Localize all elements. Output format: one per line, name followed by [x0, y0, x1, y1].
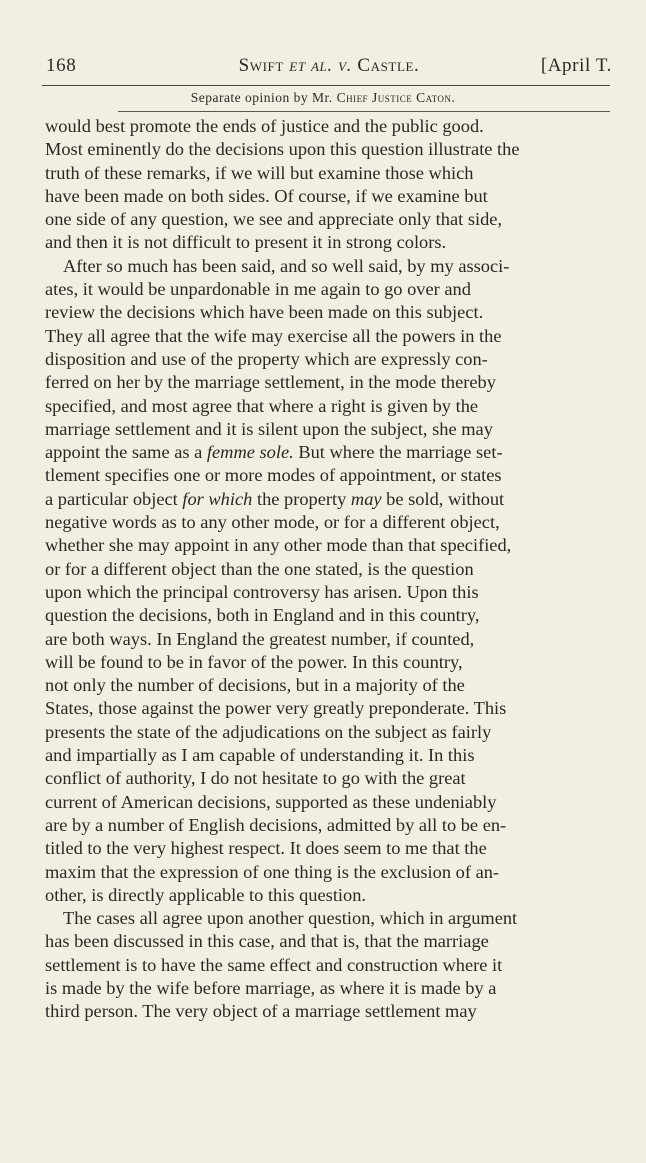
case-title-italic: et al. v.	[289, 55, 352, 76]
line-text: is made by the wife before marriage, as where it is made by a	[45, 977, 497, 998]
text-line	[45, 744, 612, 767]
text-line	[45, 861, 612, 884]
line-text: would best promote the ends of justice and the public good.	[45, 116, 484, 136]
line-text: has been discussed in this case, and that is, that the marriage	[45, 931, 489, 952]
subheading-rule	[118, 111, 610, 112]
line-text: current of American decisions, supported as these undeniably	[45, 791, 497, 812]
text-line	[45, 185, 612, 208]
text-line	[45, 791, 612, 814]
term-label: [April T.	[540, 55, 612, 76]
line-text: will be found to be in favor of the power. In this country,	[45, 651, 463, 672]
opinion-subheading	[0, 90, 646, 106]
text-line	[45, 907, 612, 930]
line-text: one side of any question, we see and appreciate only that side,	[45, 209, 503, 230]
text-line	[45, 534, 612, 557]
case-title-part: Swift	[238, 55, 290, 76]
text-line	[45, 837, 612, 860]
case-title-part: Castle.	[351, 55, 420, 76]
line-text: maxim that the expression of one thing is the exclusion of an-	[45, 861, 500, 882]
text-line	[45, 325, 612, 348]
subheading-name: Chief Justice Caton.	[336, 90, 456, 105]
text-line	[45, 954, 612, 977]
line-text: have been made on both sides. Of course, if we examine but	[45, 185, 488, 206]
line-text: titled to the very highest respect. It does seem to me that the	[45, 838, 487, 859]
line-text: and then it is not difficult to present it in strong colors.	[45, 232, 447, 253]
line-text: or for a different object than the one stated, is the question	[45, 558, 474, 579]
text-line	[45, 464, 612, 487]
line-text: other, is directly applicable to this question.	[45, 884, 367, 905]
text-line	[45, 162, 612, 185]
opinion-body	[45, 115, 612, 1024]
text-line	[45, 697, 612, 720]
line-text: conflict of authority, I do not hesitate to go with the great	[45, 768, 466, 789]
line-text: tlement specifies one or more modes of appointment, or states	[45, 465, 502, 486]
line-text: appoint the same as a	[45, 442, 207, 463]
line-text: settlement is to have the same effect and construction where it	[45, 954, 503, 975]
text-line	[45, 348, 612, 371]
text-line	[45, 628, 612, 651]
text-line	[45, 604, 612, 627]
text-line	[45, 814, 612, 837]
line-text: Most eminently do the decisions upon this question illustrate the	[45, 139, 520, 160]
line-text: negative words as to any other mode, or for a different object,	[45, 512, 500, 533]
text-line	[45, 231, 612, 254]
text-line	[45, 884, 612, 907]
line-text: review the decisions which have been made on this subject.	[45, 302, 484, 323]
line-text: and impartially as I am capable of understanding it. In this	[45, 745, 475, 766]
text-line	[45, 441, 612, 464]
text-line	[45, 721, 612, 744]
text-line	[45, 558, 612, 581]
text-line	[45, 581, 612, 604]
line-text: But where the marriage set-	[293, 442, 503, 463]
line-text: States, those against the power very greatly preponderate. This	[45, 698, 507, 719]
line-text: upon which the principal controversy has arisen. Upon this	[45, 581, 479, 602]
line-text: specified, and most agree that where a right is given by the	[45, 395, 479, 416]
line-text: After so much has been said, and so well said, by my associ-	[63, 255, 510, 276]
line-text: The cases all agree upon another question, which in argument	[63, 908, 518, 929]
line-text: not only the number of decisions, but in a majority of the	[45, 675, 465, 696]
line-text: are by a number of English decisions, admitted by all to be en-	[45, 814, 507, 835]
text-line	[45, 511, 612, 534]
line-text: a particular object	[45, 488, 183, 509]
page-number: 168	[46, 55, 77, 76]
line-text: be sold, without	[381, 488, 505, 509]
text-line	[45, 767, 612, 790]
subheading-prefix: Separate opinion by Mr.	[190, 90, 337, 105]
line-text: ates, it would be unpardonable in me again to go over and	[45, 279, 471, 300]
text-line	[45, 418, 612, 441]
line-text: They all agree that the wife may exercise all the powers in the	[45, 325, 502, 346]
line-text: ferred on her by the marriage settlement, in the mode thereby	[45, 372, 496, 393]
text-line	[45, 371, 612, 394]
italic-phrase: femme sole.	[206, 442, 294, 463]
text-line	[45, 115, 612, 138]
line-text: whether she may appoint in any other mode than that specified,	[45, 535, 512, 556]
line-text: are both ways. In England the greatest number, if counted,	[45, 628, 475, 649]
text-line	[45, 674, 612, 697]
line-text: disposition and use of the property which are expressly con-	[45, 348, 488, 369]
header-rule	[42, 85, 610, 86]
line-text: the property	[252, 488, 351, 509]
text-line	[45, 301, 612, 324]
text-line	[45, 651, 612, 674]
text-line	[45, 395, 612, 418]
line-text: question the decisions, both in England and in this country,	[45, 605, 480, 626]
running-head	[46, 55, 612, 81]
italic-phrase: for which	[182, 488, 253, 509]
text-line	[45, 488, 612, 511]
text-line	[45, 977, 612, 1000]
case-title	[46, 55, 612, 77]
text-line	[45, 138, 612, 161]
text-line	[45, 278, 612, 301]
text-line	[45, 930, 612, 953]
text-line	[45, 255, 612, 278]
line-text: presents the state of the adjudications on the subject as fairly	[45, 721, 492, 742]
italic-phrase: may	[350, 488, 382, 509]
text-line	[45, 208, 612, 231]
line-text: truth of these remarks, if we will but examine those which	[45, 162, 474, 183]
line-text: marriage settlement and it is silent upon the subject, she may	[45, 418, 493, 439]
line-text: third person. The very object of a marriage settlement may	[45, 1001, 477, 1022]
text-line	[45, 1000, 612, 1023]
